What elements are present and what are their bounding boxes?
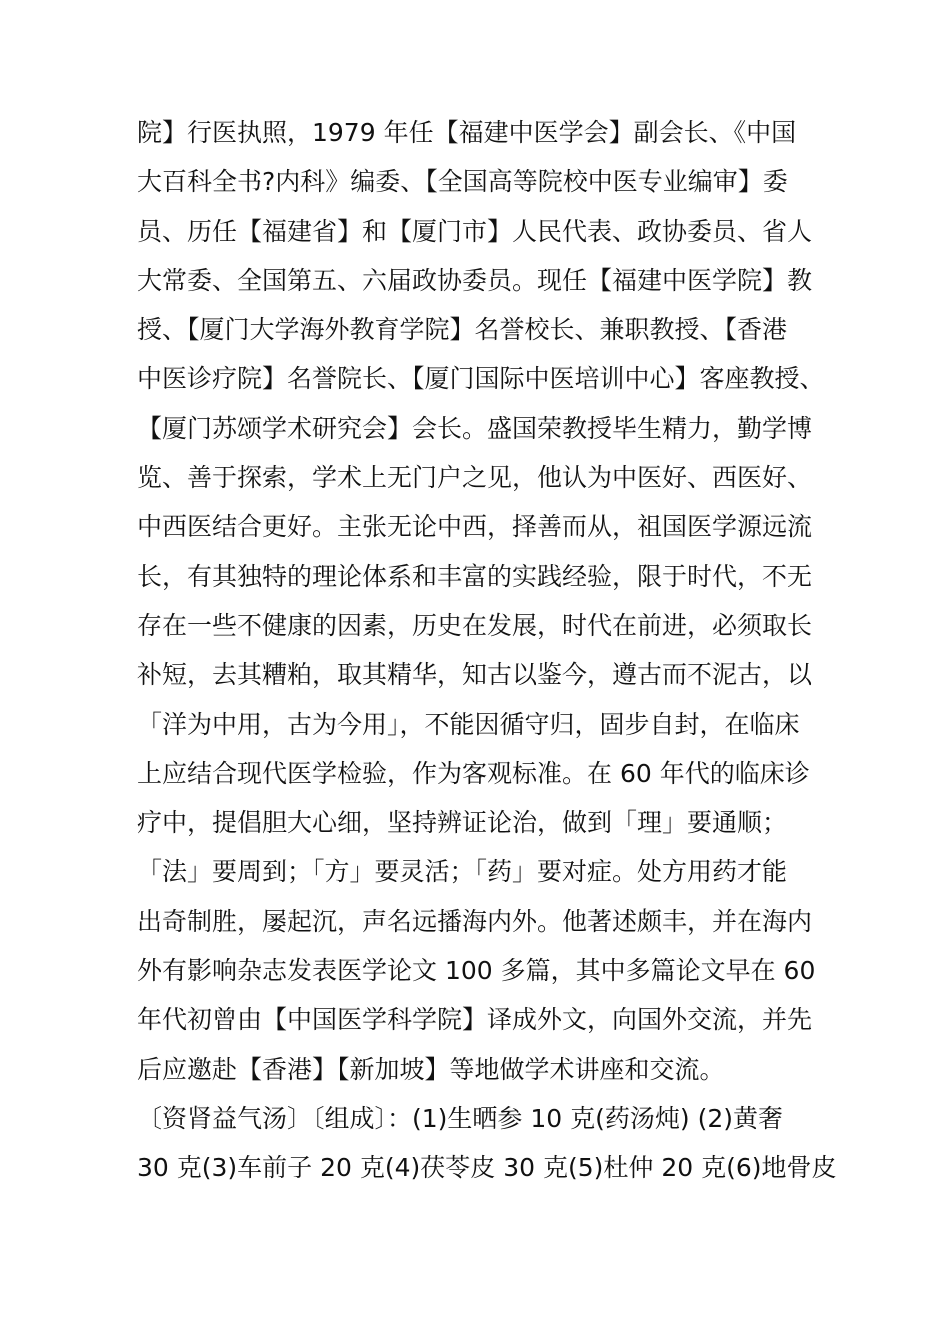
text-line: 员、历任【福建省】和【厦门市】人民代表、政协委员、省人 <box>137 216 813 246</box>
text-line: 后应邀赴【香港】【新加坡】等地做学术讲座和交流。 <box>137 1054 725 1084</box>
text-line: 中西医结合更好。主张无论中西，择善而从，祖国医学源远流 <box>137 512 813 542</box>
text-line: 大百科全书?内科》编委、【全国高等院校中医专业编审】委 <box>137 167 788 197</box>
text-line: 授、【厦门大学海外教育学院】名誉校长、兼职教授、【香港 <box>137 315 788 345</box>
text-line: 存在一些不健康的因素，历史在发展，时代在前进，必须取长 <box>137 610 813 640</box>
text-line: 中医诊疗院】名誉院长、【厦门国际中医培训中心】客座教授、 <box>137 364 825 394</box>
text-line: 大常委、全国第五、六届政协委员。现任【福建中医学院】教 <box>137 265 813 295</box>
text-line: 30 克(3)车前子 20 克(4)茯苓皮 30 克(5)杜仲 20 克(6)地骨皮 <box>137 1153 837 1183</box>
text-line: 「法」要周到；「方」要灵活；「药」要对症。处方用药才能 <box>137 857 788 887</box>
text-line: 年代初曾由【中国医学科学院】译成外文，向国外交流，并先 <box>137 1005 813 1035</box>
text-line: 「洋为中用，古为今用」，不能因循守归，固步自封，在临床 <box>137 709 800 739</box>
body-text <box>137 108 837 1193</box>
text-line: 出奇制胜，屡起沉，声名远播海内外。他著述颇丰，并在海内 <box>137 906 813 936</box>
text-line: 补短，去其糟粕，取其精华，知古以鉴今，遵古而不泥古，以 <box>137 660 813 690</box>
text-line: 上应结合现代医学检验，作为客观标准。在 60 年代的临床诊 <box>137 758 810 788</box>
text-line: 长，有其独特的理论体系和丰富的实践经验，限于时代，不无 <box>137 561 813 591</box>
text-line: 【厦门苏颂学术研究会】会长。盛国荣教授毕生精力，勤学博 <box>137 413 813 443</box>
text-line: 疗中，提倡胆大心细，坚持辨证论治，做到「理」要通顺； <box>137 808 788 838</box>
text-line: 〔资肾益气汤〕〔组成〕：(1)生晒参 10 克(药汤炖) (2)黄奢 <box>137 1103 783 1133</box>
text-line: 院】行医执照，1979 年任【福建中医学会】副会长、《中国 <box>137 118 797 147</box>
text-line: 外有影响杂志发表医学论文 100 多篇，其中多篇论文早在 60 <box>137 956 816 986</box>
text-line: 览、善于探索，学术上无门户之见，他认为中医好、西医好、 <box>137 463 813 493</box>
